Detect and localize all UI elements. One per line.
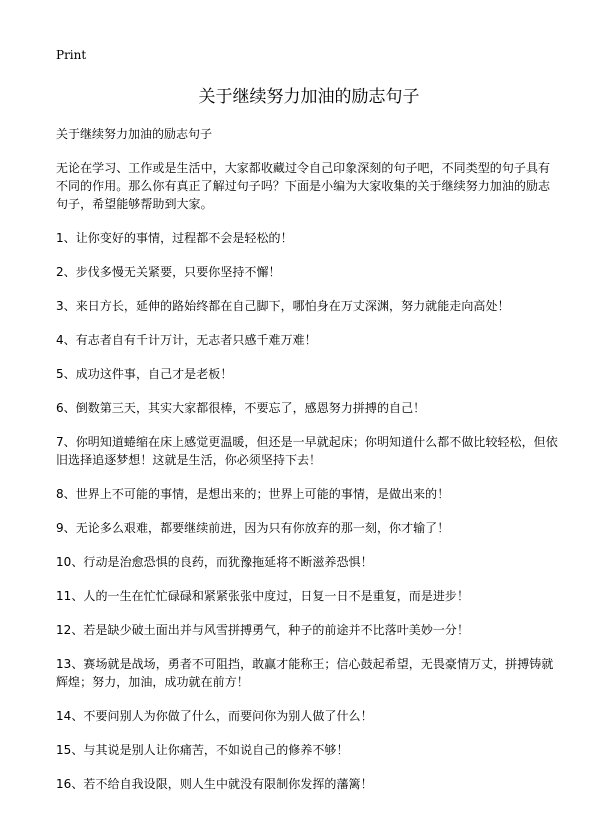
quote-item-12: 12、若是缺少破土面出并与风雪拼搏勇气，种子的前途并不比落叶美妙一分！ — [56, 623, 470, 637]
quote-item-15: 15、与其说是别人让你痛苦，不如说自己的修养不够！ — [56, 743, 349, 757]
quote-item-13: 13、赛场就是战场，勇者不可阻挡，敢赢才能称王；信心鼓起希望，无畏豪情万丈，拼搏铸就辉煌；努力，加油，成功就在前方！ — [56, 657, 554, 689]
document-title: 关于继续努力加油的励志句子 — [198, 87, 420, 107]
quote-item-2: 2、步伐多慢无关紧要，只要你坚持不懈！ — [56, 265, 281, 279]
print-link[interactable]: Print — [56, 48, 87, 62]
quote-item-16: 16、若不给自我设限，则人生中就没有限制你发挥的藩篱！ — [56, 777, 373, 791]
quote-item-1: 1、让你变好的事情，过程都不会是轻松的！ — [56, 231, 293, 245]
quote-item-14: 14、不要问别人为你做了什么，而要问你为别人做了什么！ — [56, 709, 373, 723]
quote-item-11: 11、人的一生在忙忙碌碌和紧紧张张中度过，日复一日不是重复，而是进步！ — [56, 589, 470, 603]
quote-item-4: 4、有志者自有千计万计，无志者只感千难万难！ — [56, 333, 317, 347]
quote-item-3: 3、来日方长，延伸的路始终都在自己脚下，哪怕身在万丈深渊，努力就能走向高处！ — [56, 299, 510, 313]
intro-paragraph: 无论在学习、工作或是生活中，大家都收藏过令自己印象深刻的句子吧，不同类型的句子具有不同的作用。那么你有真正了解过句子吗？下面是小编为大家收集的关于继续努力加油的励志句子，希望能够帮助到大家。 — [56, 161, 551, 211]
quote-item-5: 5、成功这件事，自己才是老板！ — [56, 367, 233, 381]
document-subtitle: 关于继续努力加油的励志句子 — [56, 127, 213, 141]
quote-item-8: 8、世界上不可能的事情，是想出来的；世界上可能的事情，是做出来的！ — [56, 487, 450, 501]
quote-item-6: 6、倒数第三天，其实大家都很棒，不要忘了，感恩努力拼搏的自己！ — [56, 401, 426, 415]
quote-item-7: 7、你明知道蜷缩在床上感觉更温暖，但还是一早就起床；你明知道什么都不做比较轻松，但依旧选择追逐梦想！这就是生活，你必须坚持下去！ — [56, 435, 558, 467]
quote-item-10: 10、行动是治愈恐惧的良药，而犹豫拖延将不断滋养恐惧！ — [56, 555, 373, 569]
document-content — [56, 159, 562, 793]
quote-item-9: 9、无论多么艰难，都要继续前进，因为只有你放弃的那一刻，你才输了！ — [56, 521, 450, 535]
